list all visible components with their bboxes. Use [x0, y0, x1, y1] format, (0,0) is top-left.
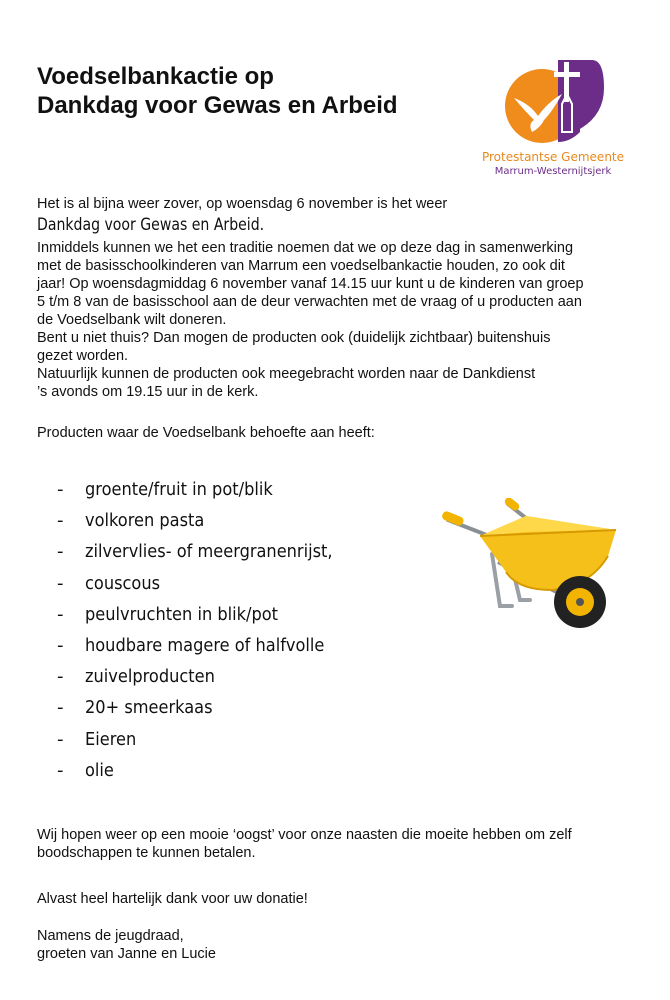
- church-emblem: [500, 58, 606, 146]
- product-name: couscous: [85, 572, 161, 594]
- list-item: [57, 694, 360, 725]
- closing-line: boodschappen te kunnen betalen.: [37, 845, 256, 861]
- bullet-dash: -: [57, 572, 64, 594]
- product-name: 20+ smeerkaas: [85, 697, 213, 719]
- paragraph-line: Natuurlijk kunnen de producten ook meegebracht worden naar de Dankdienst: [37, 366, 536, 382]
- paragraph-line: ’s avonds om 19.15 uur in de kerk.: [37, 384, 259, 400]
- product-list: [57, 476, 360, 788]
- thanks-text: Alvast heel hartelijk dank voor uw donatie!: [37, 891, 308, 907]
- page-title: [37, 62, 398, 120]
- bullet-dash: -: [57, 634, 64, 656]
- bullet-dash: -: [57, 759, 64, 781]
- product-name: peulvruchten in blik/pot: [85, 603, 279, 625]
- product-name: Eieren: [85, 728, 137, 750]
- bullet-dash: -: [57, 510, 64, 532]
- bullet-dash: -: [57, 603, 64, 625]
- paragraph-line: Bent u niet thuis? Dan mogen de producten ook (duidelijk zichtbaar) buitenshuis: [37, 330, 551, 346]
- event-name: Dankdag voor Gewas en Arbeid.: [37, 215, 265, 235]
- product-name: groente/fruit in pot/blik: [85, 479, 273, 500]
- church-logo: [478, 58, 628, 183]
- list-item: [57, 507, 360, 538]
- paragraph-line: jaar! Op woensdagmiddag 6 november vanaf 14.15 uur kunt u de kinderen van groep: [37, 276, 584, 292]
- paragraph-line: met de basisschoolkinderen van Marrum een voedselbankactie houden, zo ook dit: [37, 258, 565, 274]
- signature-line-1: Namens de jeugdraad,: [37, 928, 184, 944]
- bullet-dash: -: [57, 666, 64, 688]
- paragraph-line: Inmiddels kunnen we het een traditie noemen dat we op deze dag in samenwerking: [37, 240, 574, 256]
- bullet-dash: -: [57, 728, 64, 750]
- org-name: Protestantse Gemeente: [481, 150, 625, 164]
- product-name: zilvervlies- of meergranenrijst,: [85, 541, 333, 563]
- org-place: Marrum-Westernijtsjerk: [494, 166, 612, 177]
- list-item: [57, 601, 360, 632]
- product-name: volkoren pasta: [85, 510, 205, 532]
- paragraph-line: de Voedselbank wilt doneren.: [37, 312, 227, 328]
- list-item: [57, 757, 360, 788]
- bullet-dash: -: [57, 697, 64, 719]
- main-paragraph: [37, 239, 637, 401]
- product-name: olie: [85, 759, 114, 781]
- needs-heading: Producten waar de Voedselbank behoefte aan heeft:: [37, 425, 375, 441]
- bullet-dash: -: [57, 479, 64, 500]
- signature: [37, 927, 216, 963]
- list-item: [57, 538, 360, 569]
- wheelbarrow-icon: [440, 498, 625, 633]
- bullet-dash: -: [57, 541, 64, 563]
- closing-text: [37, 826, 637, 862]
- list-item: [57, 476, 360, 507]
- product-name: houdbare magere of halfvolle: [85, 634, 325, 656]
- title-line-1: Voedselbankactie op: [37, 63, 274, 90]
- wheelbarrow-image: [440, 498, 625, 638]
- title-line-2: Dankdag voor Gewas en Arbeid: [37, 92, 398, 119]
- paragraph-line: 5 t/m 8 van de basisschool aan de deur verwachten met de vraag of u producten aan: [37, 294, 582, 310]
- product-name: zuivelproducten: [85, 666, 215, 688]
- list-item: [57, 663, 360, 694]
- list-item: [57, 570, 360, 601]
- paragraph-line: gezet worden.: [37, 348, 129, 364]
- list-item: [57, 726, 360, 757]
- list-item: [57, 632, 360, 663]
- intro-text: Het is al bijna weer zover, op woensdag 6 november is het weer: [37, 196, 448, 212]
- signature-line-2: groeten van Janne en Lucie: [37, 946, 216, 962]
- closing-line: Wij hopen weer op een mooie ‘oogst’ voor onze naasten die moeite hebben om zelf: [37, 827, 572, 843]
